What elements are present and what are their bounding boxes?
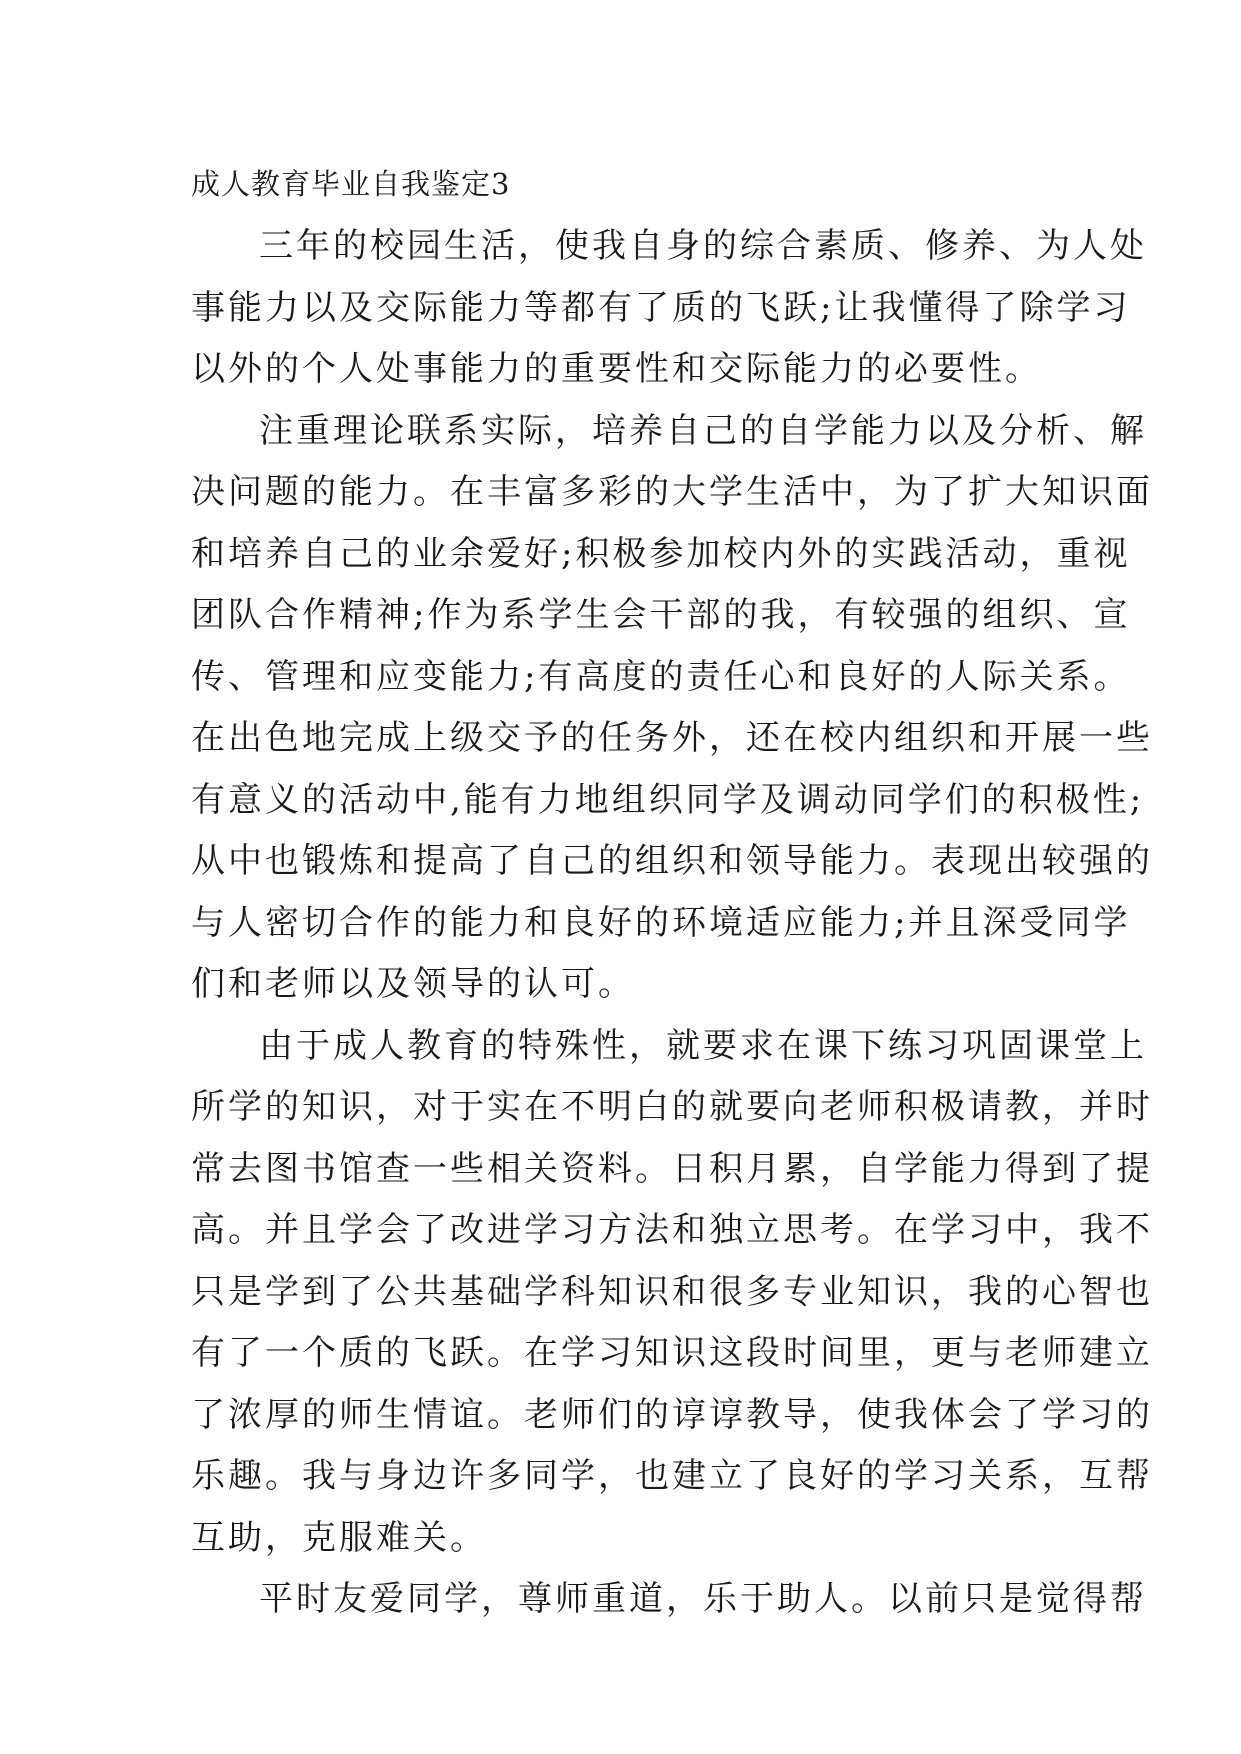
paragraph-3 xyxy=(191,1016,1153,1570)
text-line: 互助，克服难关。 xyxy=(191,1517,487,1558)
paragraph-2 xyxy=(191,401,1153,1016)
text-line: 了浓厚的师生情谊。老师们的谆谆教导，使我体会了学习的 xyxy=(191,1394,1153,1435)
text-line: 只是学到了公共基础学科知识和很多专业知识，我的心智也 xyxy=(191,1271,1153,1312)
text-line: 注重理论联系实际，培养自己的自学能力以及分析、解 xyxy=(259,410,1147,451)
text-line: 在出色地完成上级交予的任务外，还在校内组织和开展一些 xyxy=(191,718,1153,758)
text-line: 从中也锻炼和提高了自己的组织和领导能力。表现出较强的 xyxy=(191,841,1153,881)
paragraph-4 xyxy=(191,1569,1147,1631)
text-line: 团队合作精神;作为系学生会干部的我，有较强的组织、宣 xyxy=(191,595,1131,635)
text-line: 们和老师以及领导的认可。 xyxy=(191,964,635,1004)
text-line: 传、管理和应变能力;有高度的责任心和良好的人际关系。 xyxy=(191,656,1131,697)
text-line: 三年的校园生活，使我自身的综合素质、修养、为人处 xyxy=(259,226,1147,266)
text-line: 由于成人教育的特殊性，就要求在课下练习巩固课堂上 xyxy=(259,1025,1147,1066)
text-line: 以外的个人处事能力的重要性和交际能力的必要性。 xyxy=(191,349,1042,389)
text-line: 高。并且学会了改进学习方法和独立思考。在学习中，我不 xyxy=(191,1210,1153,1250)
text-line: 和培养自己的业余爱好;积极参加校内外的实践活动，重视 xyxy=(191,533,1131,574)
text-line: 平时友爱同学，尊师重道，乐于助人。以前只是觉得帮 xyxy=(259,1579,1147,1619)
text-line: 与人密切合作的能力和良好的环境适应能力;并且深受同学 xyxy=(191,902,1131,943)
text-line: 有意义的活动中,能有力地组织同学及调动同学们的积极性; xyxy=(191,779,1145,820)
text-line: 事能力以及交际能力等都有了质的飞跃;让我懂得了除学习 xyxy=(191,287,1131,328)
text-line: 决问题的能力。在丰富多彩的大学生活中，为了扩大知识面 xyxy=(191,472,1153,512)
text-line: 常去图书馆查一些相关资料。日积月累，自学能力得到了提 xyxy=(191,1148,1153,1189)
document-title: 成人教育毕业自我鉴定3 xyxy=(191,167,511,201)
document-body xyxy=(191,216,1153,1631)
text-line: 所学的知识，对于实在不明白的就要向老师积极请教，并时 xyxy=(191,1087,1153,1127)
text-line: 有了一个质的飞跃。在学习知识这段时间里，更与老师建立 xyxy=(191,1333,1153,1373)
text-line: 乐趣。我与身边许多同学，也建立了良好的学习关系，互帮 xyxy=(191,1456,1153,1496)
paragraph-1 xyxy=(191,216,1147,401)
